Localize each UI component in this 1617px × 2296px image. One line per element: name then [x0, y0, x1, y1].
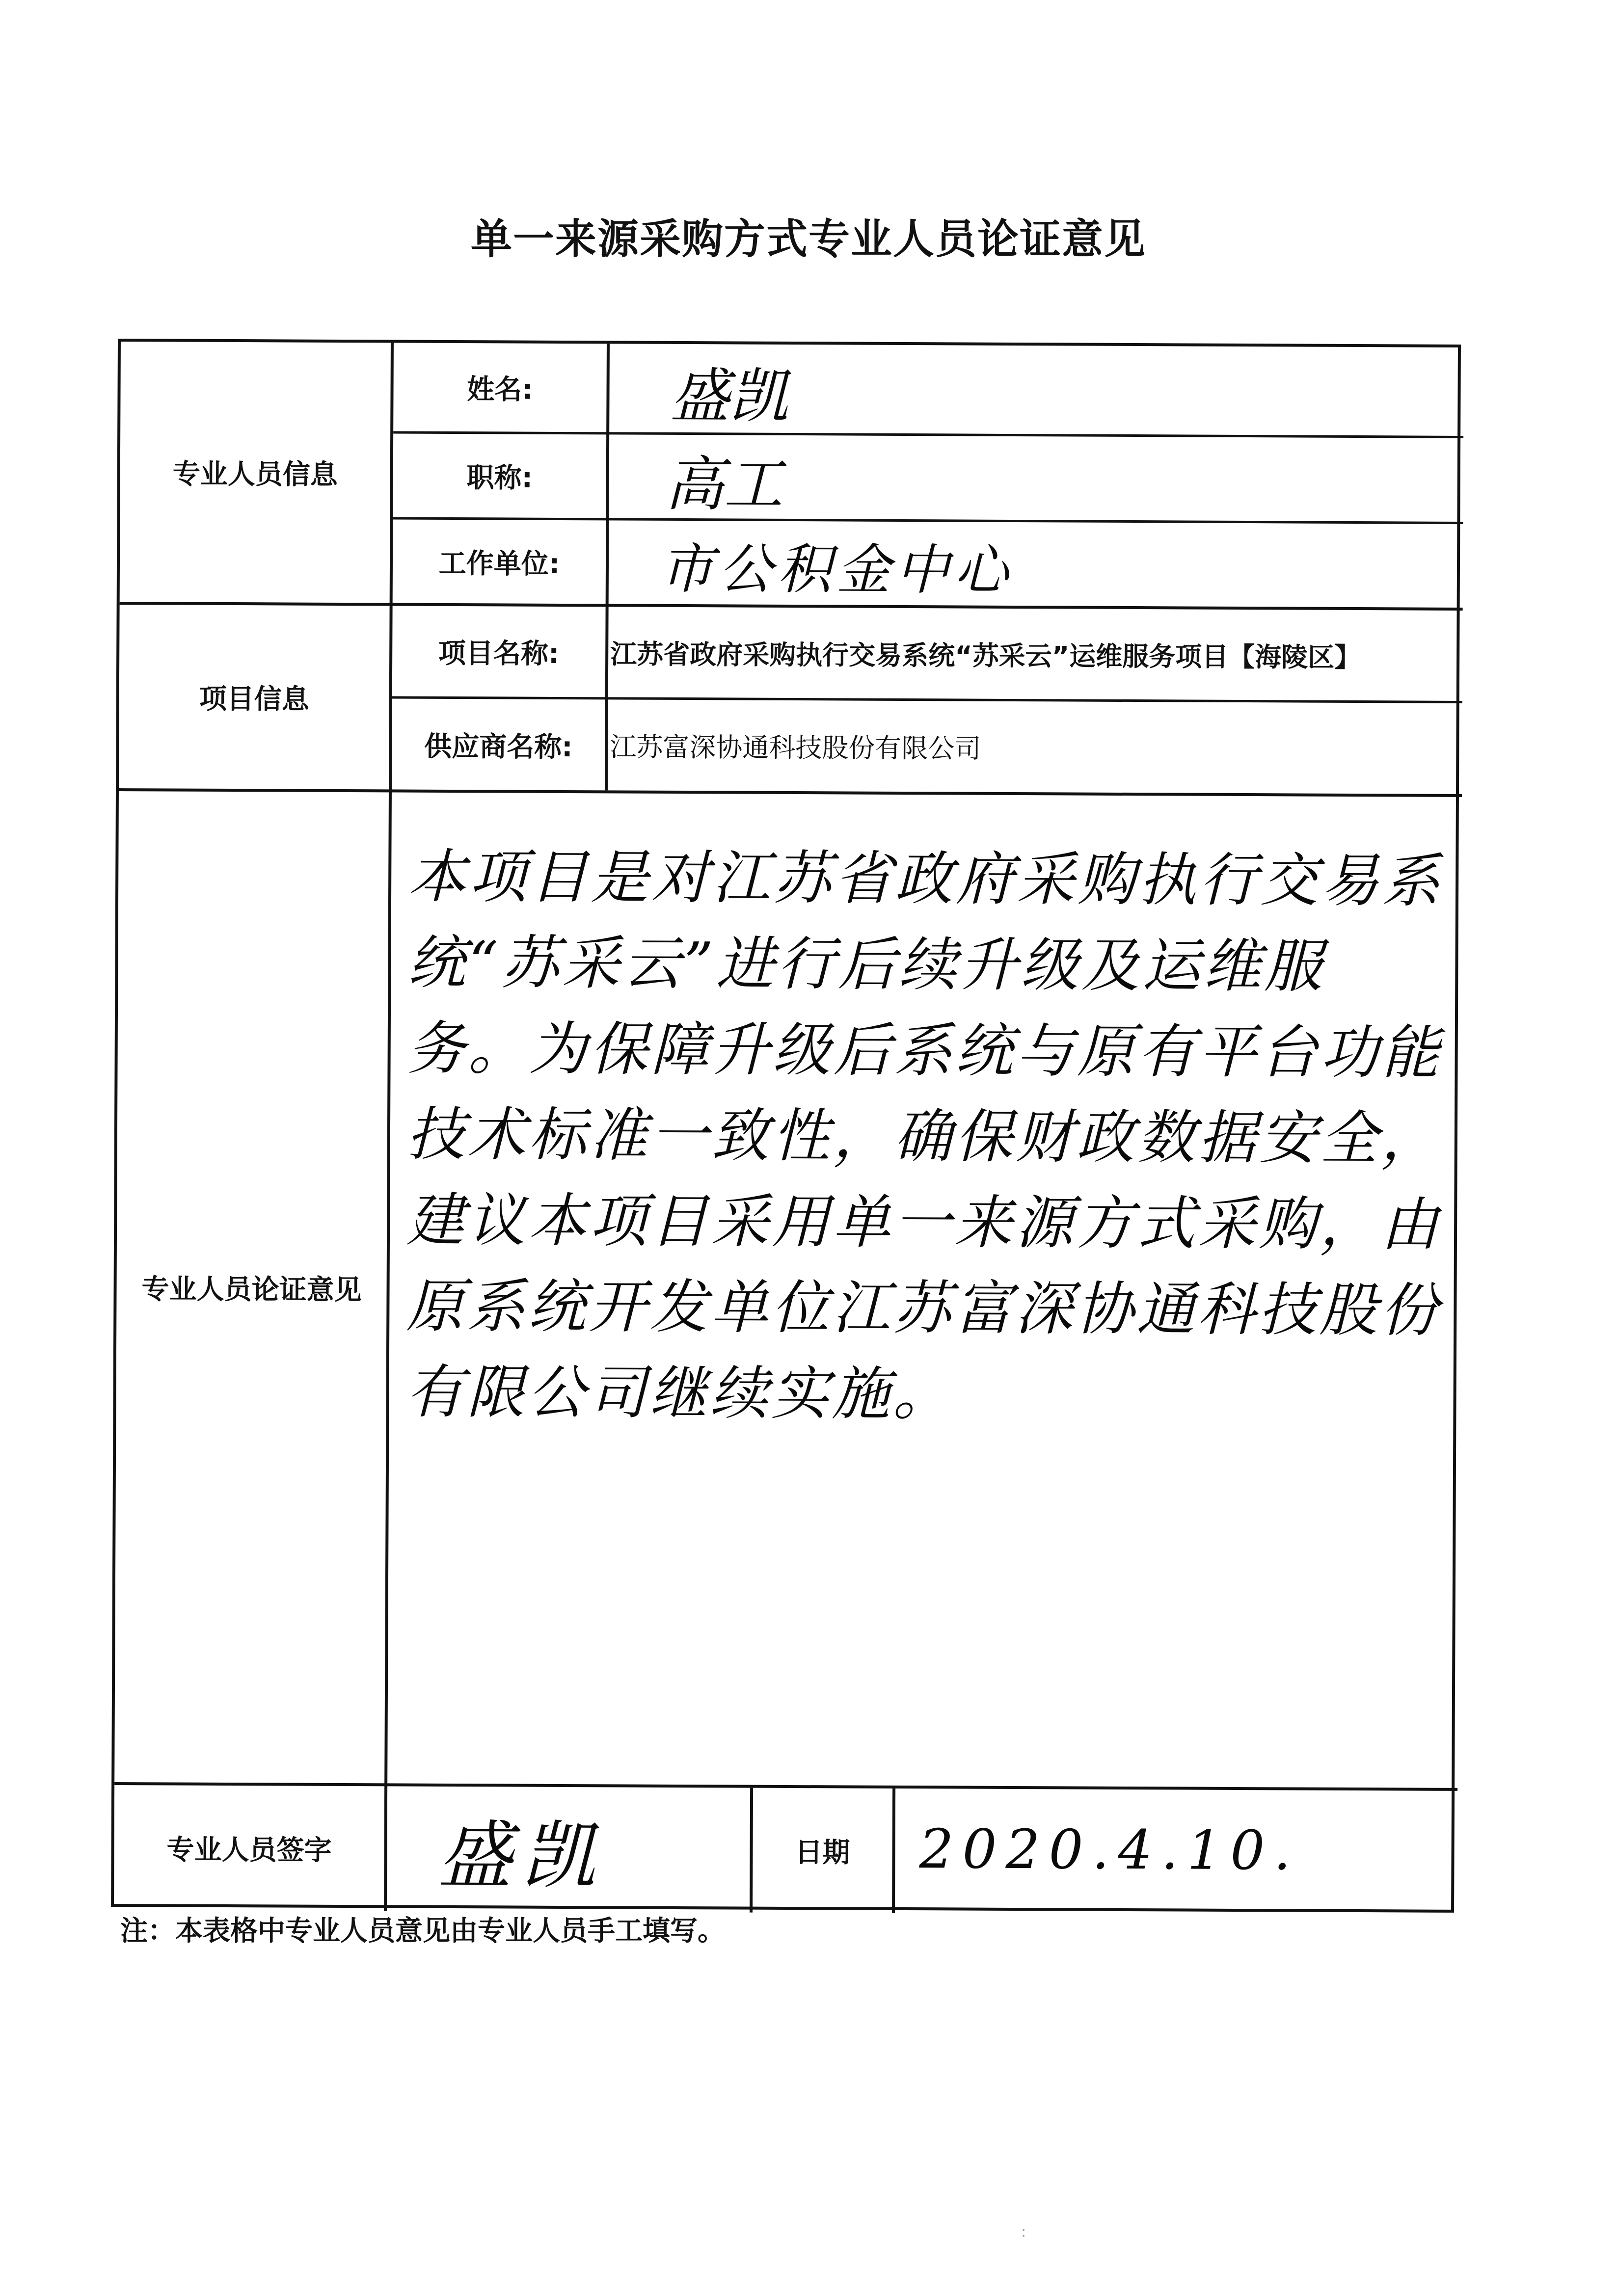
name-value-handwritten: 盛凯 [670, 362, 788, 431]
date-label: 日期 [795, 1837, 850, 1869]
project-name-value: 江苏省政府采购执行交易系统“苏采云”运维服务项目【海陵区】 [610, 638, 1361, 673]
page-title: 单一来源采购方式专业人员论证意见 [470, 215, 1146, 263]
name-label: 姓名: [467, 374, 533, 406]
section-label-expert-info: 专业人员信息 [172, 458, 338, 491]
section-label-signature: 专业人员签字 [166, 1834, 332, 1867]
project-name-label: 项目名称: [438, 637, 560, 670]
title-value-handwritten: 高工 [665, 450, 783, 519]
section-label-project-info: 项目信息 [199, 683, 309, 716]
footnote: 注：本表格中专业人员意见由专业人员手工填写。 [120, 1915, 725, 1947]
opinion-form [111, 339, 1461, 1913]
date-value-handwritten: 2020.4.10. [919, 1817, 1300, 1882]
col-divider-date [892, 1789, 895, 1913]
section-label-expert-opinion: 专业人员论证意见 [141, 1273, 362, 1306]
workplace-value-handwritten: 市公积金中心 [659, 537, 1014, 602]
supplier-value: 江苏富深协通科技股份有限公司 [610, 731, 981, 764]
workplace-label: 工作单位: [438, 547, 560, 580]
expert-opinion-handwritten: 本项目是对江苏省政府采购执行交易系统“苏采云”进行后续升级及运维服务。为保障升级后系统与原有平台功能技术标准一致性，确保财政数据安全，建议本项目采用单一来源方式采购，由原系统开发单位江苏富深协通科技股份有限公司继续实施。 [405, 842, 1443, 1428]
supplier-label: 供应商名称: [424, 730, 573, 763]
page-mark: : [1021, 2223, 1026, 2241]
title-label: 职称: [466, 462, 533, 494]
expert-signature: 盛凯 [438, 1813, 605, 1899]
